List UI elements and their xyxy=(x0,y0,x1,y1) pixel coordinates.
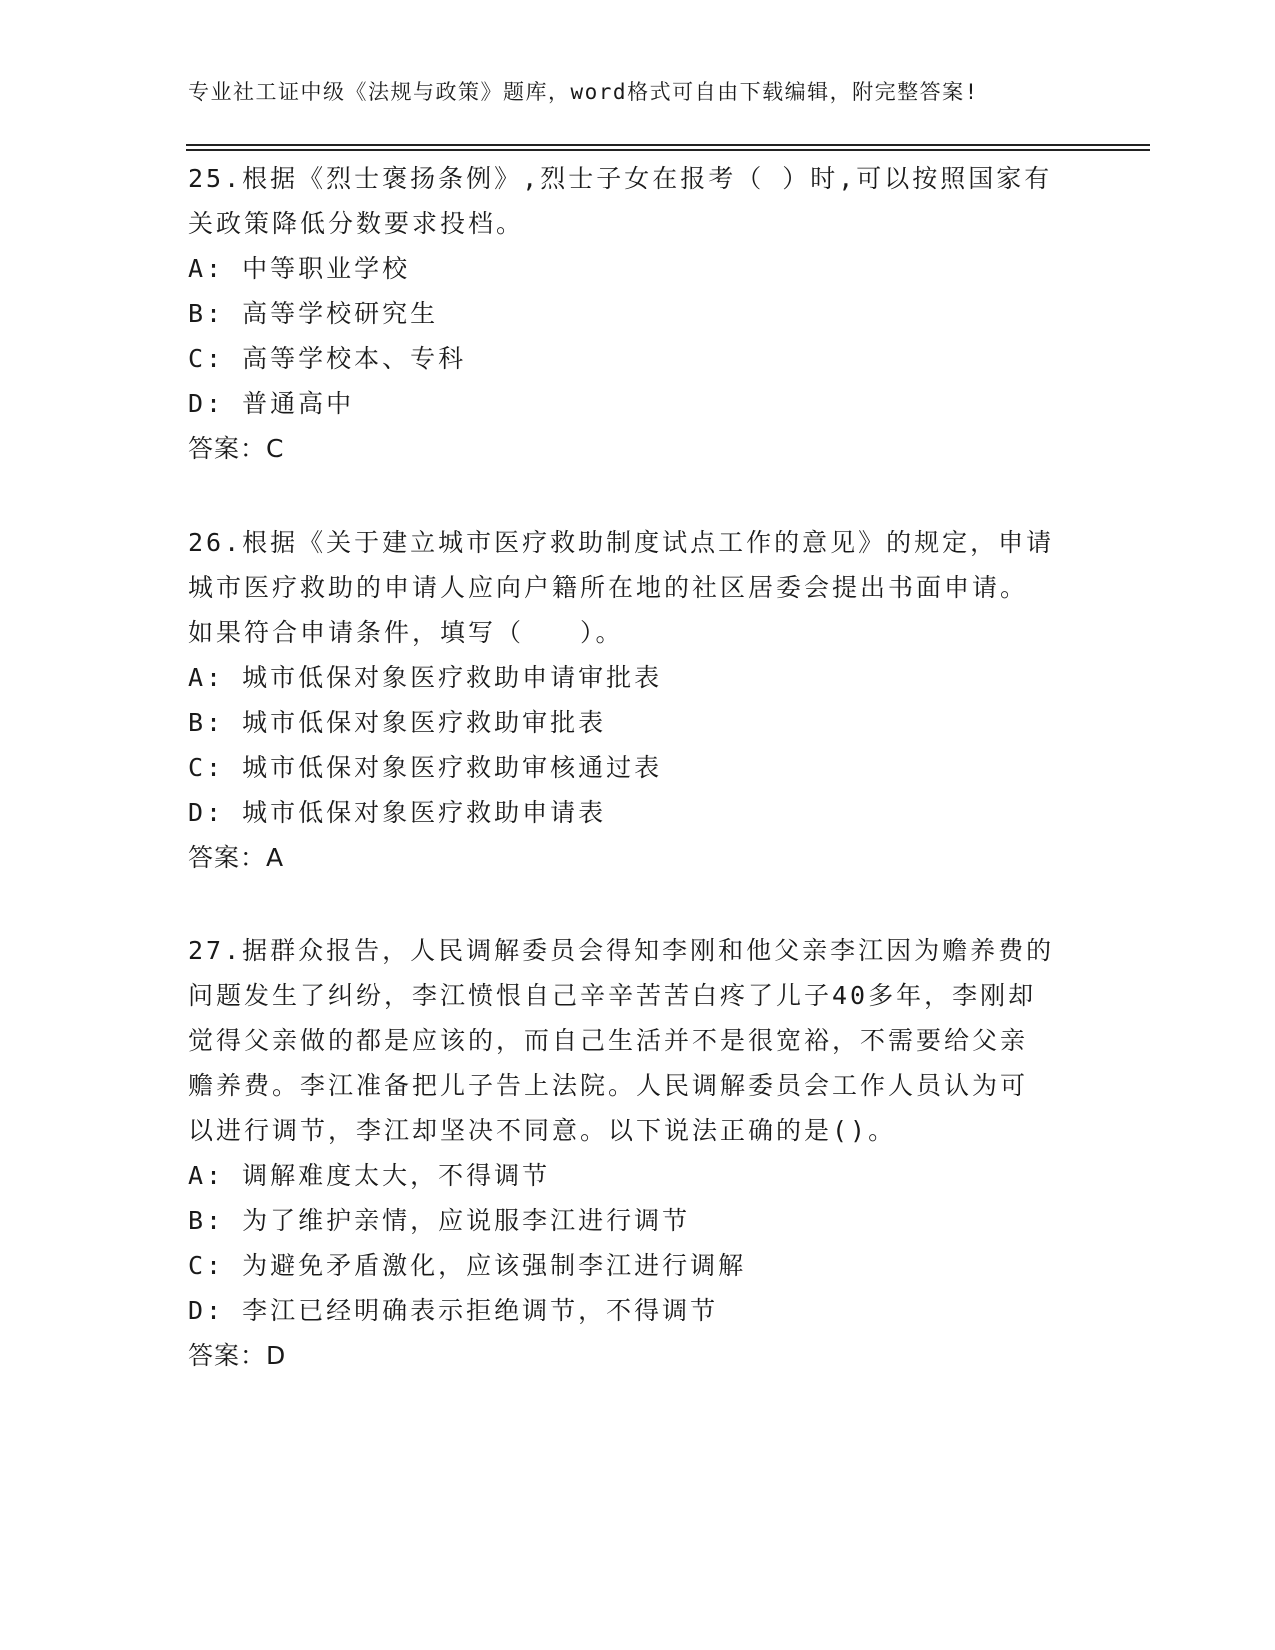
option-d: D: 普通高中 xyxy=(188,389,355,418)
question-stem-line: 以进行调节，李江却坚决不同意。以下说法正确的是()。 xyxy=(188,1116,897,1145)
question-stem-line: 26.根据《关于建立城市医疗救助制度试点工作的意见》的规定，申请 xyxy=(188,528,1055,557)
question-25 xyxy=(188,156,1088,471)
question-stem-line: 关政策降低分数要求投档。 xyxy=(188,209,525,238)
answer-label: 答案：C xyxy=(188,434,285,463)
question-stem-line: 赡养费。李江准备把儿子告上法院。人民调解委员会工作人员认为可 xyxy=(188,1071,1029,1100)
question-26 xyxy=(188,520,1088,880)
option-d: D: 城市低保对象医疗救助申请表 xyxy=(188,798,607,827)
question-stem-line: 25.根据《烈士褒扬条例》,烈士子女在报考（ ）时,可以按照国家有 xyxy=(188,164,1053,193)
option-a: A: 中等职业学校 xyxy=(188,254,411,283)
question-stem-line: 觉得父亲做的都是应该的，而自己生活并不是很宽裕，不需要给父亲 xyxy=(188,1026,1029,1055)
question-stem-line: 27.据群众报告，人民调解委员会得知李刚和他父亲李江因为赡养费的 xyxy=(188,936,1055,965)
option-b: B: 高等学校研究生 xyxy=(188,299,439,328)
question-stem-line: 城市医疗救助的申请人应向户籍所在地的社区居委会提出书面申请。 xyxy=(188,573,1029,602)
answer-label: 答案：D xyxy=(188,1341,287,1370)
option-c: C: 城市低保对象医疗救助审核通过表 xyxy=(188,753,663,782)
option-a: A: 城市低保对象医疗救助申请审批表 xyxy=(188,663,663,692)
answer-label: 答案：A xyxy=(188,843,285,872)
option-b: B: 城市低保对象医疗救助审批表 xyxy=(188,708,607,737)
option-b: B: 为了维护亲情，应说服李江进行调节 xyxy=(188,1206,691,1235)
option-c: C: 高等学校本、专科 xyxy=(188,344,467,373)
page-header: 专业社工证中级《法规与政策》题库，word格式可自由下载编辑，附完整答案! xyxy=(188,80,979,104)
question-stem-line: 如果符合申请条件，填写（ ）。 xyxy=(188,618,624,647)
option-c: C: 为避免矛盾激化，应该强制李江进行调解 xyxy=(188,1251,747,1280)
option-a: A: 调解难度太大，不得调节 xyxy=(188,1161,551,1190)
header-divider xyxy=(186,144,1150,151)
question-stem-line: 问题发生了纠纷，李江愤恨自己辛辛苦苦白疼了儿子40多年，李刚却 xyxy=(188,981,1037,1010)
option-d: D: 李江已经明确表示拒绝调节，不得调节 xyxy=(188,1296,719,1325)
question-27 xyxy=(188,928,1088,1378)
